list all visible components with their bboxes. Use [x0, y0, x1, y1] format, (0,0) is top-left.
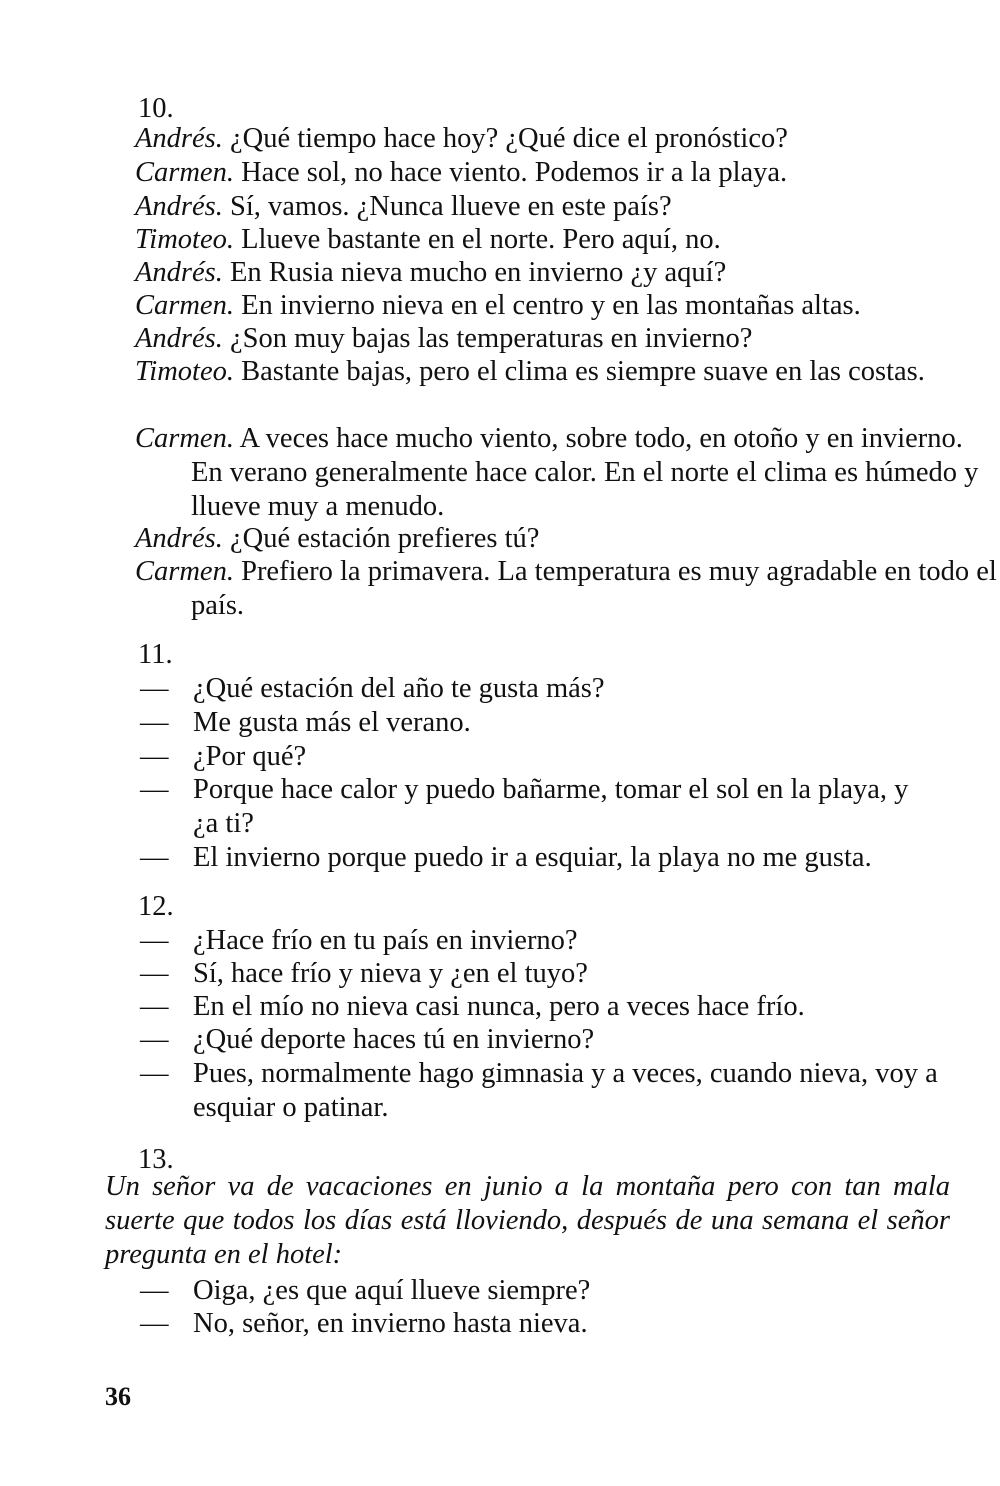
dialogue-text: Porque hace calor y puedo bañarme, tomar el sol en la playa, y ¿a ti? [193, 774, 909, 839]
dialogue-text: ¿Qué estación prefieres tú? [230, 523, 540, 554]
speaker-name: Carmen. [135, 290, 234, 321]
exercise-number: 10. [138, 93, 174, 124]
dialogue-dash: — [140, 958, 169, 989]
dialogue-text: Sí, vamos. ¿Nunca llueve en este país? [230, 191, 672, 222]
dialogue-dash: — [140, 991, 169, 1022]
dialogue-dash: — [140, 1275, 169, 1306]
dialogue-text: Hace sol, no hace viento. Podemos ir a la playa. [241, 157, 788, 188]
speaker-name: Andrés. [135, 123, 223, 154]
dialogue-line [135, 422, 1000, 524]
dialogue-text: Pues, normalmente hago gimnasia y a veces, cuando nieva, voy a esquiar o patinar. [193, 1058, 938, 1123]
dialogue-text: Sí, hace frío y nieva y ¿en el tuyo? [193, 958, 588, 989]
speaker-name: Timoteo. [135, 356, 234, 387]
exercise-number: 11. [138, 639, 173, 670]
speaker-name: Andrés. [135, 323, 223, 354]
dialogue-dash: — [140, 842, 169, 873]
dialogue-line [135, 522, 1000, 556]
dialogue-line [135, 223, 1000, 257]
page-number: 36 [105, 1382, 131, 1411]
speaker-name: Andrés. [135, 257, 223, 288]
dialogue-text: ¿Son muy bajas las temperaturas en invierno? [230, 323, 753, 354]
dialogue-text: ¿Hace frío en tu país en invierno? [193, 925, 578, 956]
dialogue-line [135, 322, 1000, 356]
dialogue-dash: — [140, 707, 169, 738]
dialogue-text: En invierno nieva en el centro y en las montañas altas. [241, 290, 861, 321]
dialogue-text: Bastante bajas, pero el clima es siempre suave en las costas. [241, 356, 925, 387]
speaker-name: Andrés. [135, 523, 223, 554]
dialogue-text: No, señor, en invierno hasta nieva. [193, 1308, 588, 1339]
dialogue-dash: — [140, 1308, 169, 1339]
exercise-intro: Un señor va de vacaciones en junio a la montaña pero con tan mala suerte que todos los días está lloviendo, después de una semana el señor pregunta en el hotel: [105, 1171, 950, 1270]
dialogue-text: ¿Qué tiempo hace hoy? ¿Qué dice el pronóstico? [230, 123, 788, 154]
speaker-name: Timoteo. [135, 224, 234, 255]
exercise-number: 13. [138, 1144, 174, 1175]
dialogue-dash: — [140, 741, 169, 772]
dialogue-line [135, 355, 1000, 389]
speaker-name: Carmen. [135, 423, 234, 454]
dialogue-text: A veces hace mucho viento, sobre todo, en otoño y en invierno. En verano generalmente hace calor. En el norte el clima es húmedo y llueve muy a menudo. [191, 423, 979, 522]
dialogue-dash: — [140, 673, 169, 704]
speaker-name: Andrés. [135, 191, 223, 222]
dialogue-line [135, 256, 1000, 290]
dialogue-text: Oiga, ¿es que aquí llueve siempre? [193, 1275, 591, 1306]
dialogue-text: El invierno porque puedo ir a esquiar, la playa no me gusta. [193, 842, 872, 873]
dialogue-dash: — [140, 925, 169, 956]
dialogue-text: En Rusia nieva mucho en invierno ¿y aquí? [230, 257, 727, 288]
exercise-number: 12. [138, 891, 174, 922]
speaker-name: Carmen. [135, 556, 234, 587]
dialogue-text: ¿Qué deporte haces tú en invierno? [193, 1024, 595, 1055]
dialogue-dash: — [140, 1058, 169, 1089]
dialogue-dash: — [140, 774, 169, 805]
dialogue-text: Prefiero la primavera. La temperatura es muy agradable en todo el país. [191, 556, 997, 621]
dialogue-text: Llueve bastante en el norte. Pero aquí, no. [241, 224, 721, 255]
dialogue-text: Me gusta más el verano. [193, 707, 471, 738]
dialogue-dash: — [140, 1024, 169, 1055]
dialogue-text: ¿Por qué? [193, 741, 307, 772]
dialogue-line [135, 289, 1000, 323]
dialogue-line [135, 156, 1000, 190]
dialogue-line [135, 190, 1000, 224]
dialogue-line [135, 555, 1000, 623]
dialogue-text: ¿Qué estación del año te gusta más? [193, 673, 605, 704]
dialogue-line [135, 122, 1000, 156]
speaker-name: Carmen. [135, 157, 234, 188]
dialogue-text: En el mío no nieva casi nunca, pero a veces hace frío. [193, 991, 805, 1022]
